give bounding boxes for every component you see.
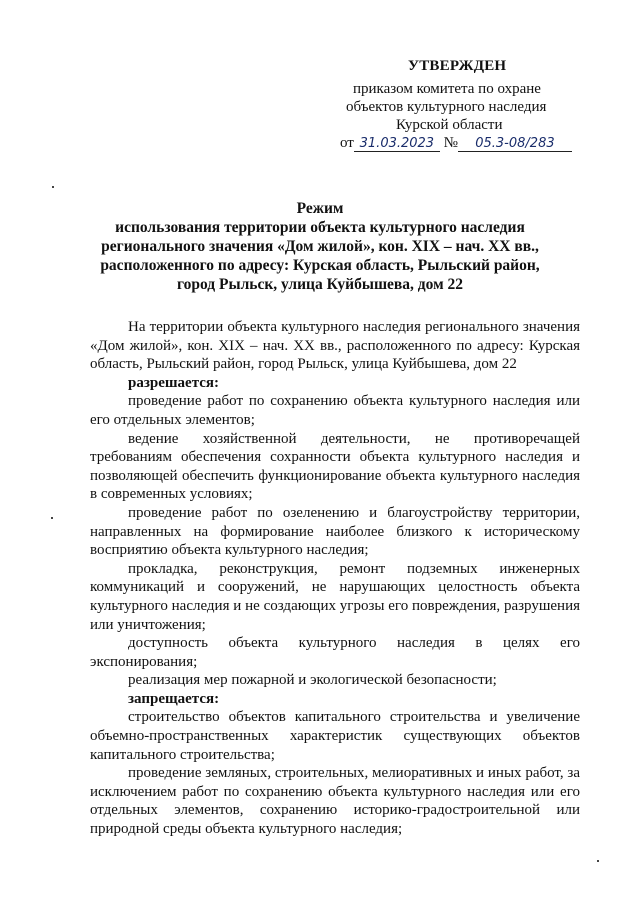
title-line-2: использования территории объекта культурного наследия <box>115 219 525 236</box>
forbidden-item: строительство объектов капитального строительства и увеличение объемно-пространственных характеристик существующих объектов капитального строительства; <box>90 709 580 763</box>
document-title <box>100 199 540 294</box>
allowed-item: реализация мер пожарной и экологической безопасности; <box>128 672 497 689</box>
allowed-item: доступность объекта культурного наследия в целях его экспонирования; <box>90 635 580 670</box>
title-line-1: Режим <box>296 200 344 217</box>
forbidden-item: проведение земляных, строительных, мелиоративных и иных работ, за исключением работ по сохранению объекта культурного наследия или его отдельных элементов, сохранению историко-градостроительной или природной среды объекта культурного наследия; <box>90 765 580 838</box>
approval-line-objects: объектов культурного наследия <box>346 99 547 115</box>
number-label: № <box>443 135 458 151</box>
document-body <box>90 318 580 839</box>
scan-speck <box>51 517 53 519</box>
forbidden-label: запрещается: <box>128 690 220 707</box>
intro-paragraph: На территории объекта культурного наследия регионального значения «Дом жилой», кон. XIX – нач. XX вв., расположенного по адресу: Курская область, Рыльский район, город Рыльск, улица Куйбышева, дом 22 <box>90 319 580 373</box>
title-line-5: город Рыльск, улица Куйбышева, дом 22 <box>176 276 464 293</box>
allowed-label: разрешается: <box>128 374 220 391</box>
allowed-item: проведение работ по озеленению и благоустройству территории, направленных на формирование наиболее близкого к историческому восприятию объекта культурного наследия; <box>90 504 580 559</box>
title-line-3: регионального значения «Дом жилой», кон. XIX – нач. XX вв., <box>101 238 539 255</box>
allowed-item: проведение работ по сохранению объекта культурного наследия или его отдельных элементов; <box>90 393 580 428</box>
handwritten-date: 31.03.2023 <box>354 136 440 152</box>
approval-line-region: Курской области <box>396 117 503 133</box>
approval-line-order: приказом комитета по охране <box>353 81 541 97</box>
handwritten-number: 05.3-08/283 <box>458 136 572 152</box>
allowed-item: ведение хозяйственной деятельности, не противоречащей требованиям обеспечения сохранности объекта культурного наследия и позволяющей обеспечить функционирование объекта культурного наследия в современных условиях; <box>90 430 580 503</box>
from-label: от <box>340 135 354 151</box>
approval-heading: УТВЕРЖДЕН <box>408 58 507 74</box>
allowed-item: прокладка, реконструкция, ремонт подземных инженерных коммуникаций и сооружений, не нарушающих целостность объекта культурного наследия и не создающих угрозы его повреждения, разрушения или уничтожения; <box>90 560 580 633</box>
scan-speck <box>597 860 599 862</box>
approval-date-number-line <box>340 134 572 153</box>
title-line-4: расположенного по адресу: Курская область, Рыльский район, <box>100 257 540 274</box>
scan-speck <box>52 186 54 188</box>
